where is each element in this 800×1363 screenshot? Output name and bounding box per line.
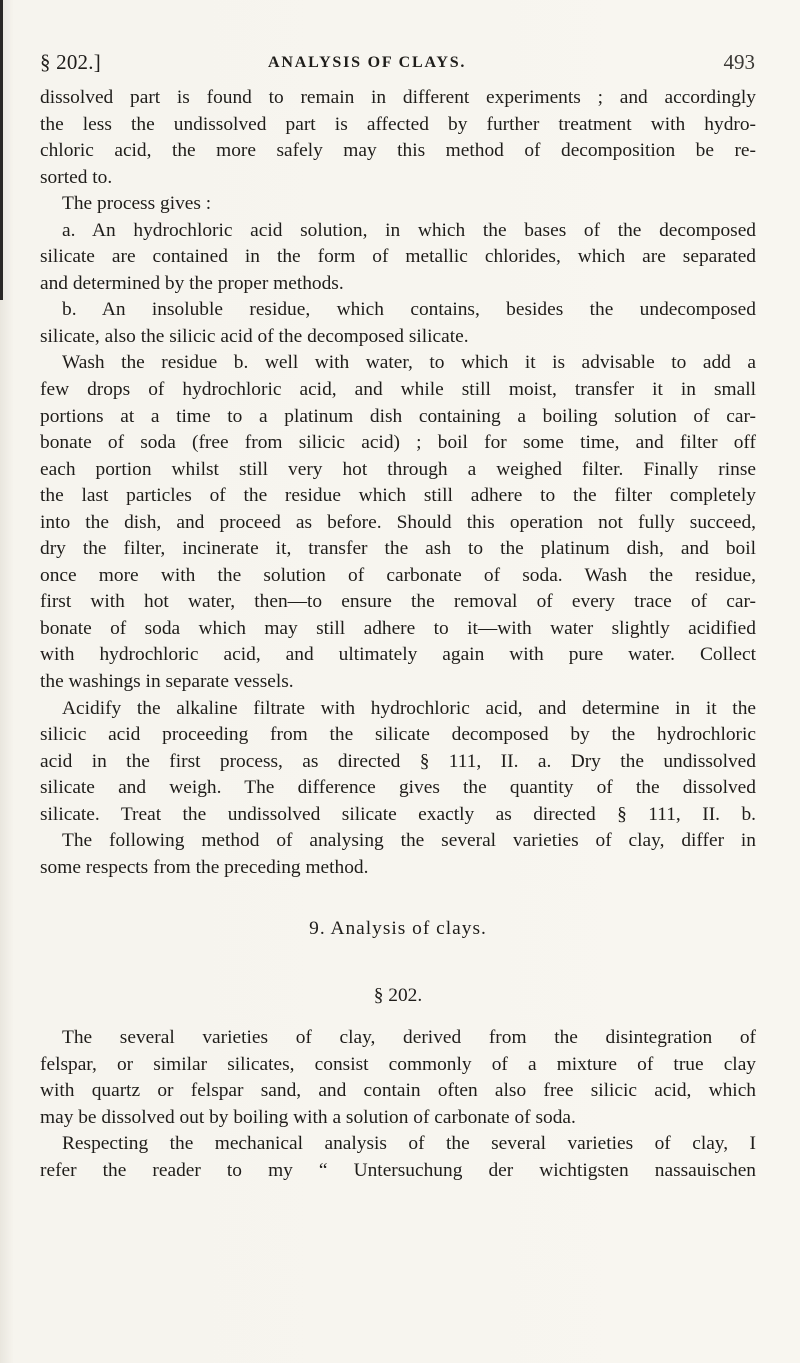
running-head-section: § 202.] xyxy=(40,50,101,74)
text-line: with quartz or felspar sand, and contain often also free silicic acid, which xyxy=(40,1080,756,1102)
text-line: silicate are contained in the form of metallic chlorides, which are separated xyxy=(40,246,756,268)
text-line: felspar, or similar silicates, consist commonly of a mixture of true clay xyxy=(40,1053,756,1075)
text-line: acid in the first process, as directed § 111, II. a. Dry the undissolved xyxy=(40,750,756,772)
text-line: once more with the solution of carbonate of soda. Wash the residue, xyxy=(40,564,756,586)
text-line: silicate, also the silicic acid of the decomposed silicate. xyxy=(40,325,469,347)
text-line: and determined by the proper methods. xyxy=(40,272,344,294)
text-line: first with hot water, then—to ensure the removal of every trace of car- xyxy=(40,591,756,613)
chapter-heading: 9. Analysis of clays. xyxy=(309,918,487,939)
text-line: each portion whilst still very hot through a weighed filter. Finally rinse xyxy=(40,458,756,480)
text-line: silicate. Treat the undissolved silicate exactly as directed § 111, II. b. xyxy=(40,803,756,825)
text-line: bonate of soda (free from silicic acid) ; boil for some time, and filter off xyxy=(40,432,756,454)
text-line: chloric acid, the more safely may this method of decomposition be re- xyxy=(40,140,756,162)
text-line: the last particles of the residue which still adhere to the filter completely xyxy=(40,485,756,507)
text-line: portions at a time to a platinum dish containing a boiling solution of car- xyxy=(40,405,756,427)
page-number: 493 xyxy=(723,50,755,74)
text-line: with hydrochloric acid, and ultimately again with pure water. Collect xyxy=(40,644,756,666)
running-head xyxy=(40,50,755,80)
text-line: silicate and weigh. The difference gives the quantity of the dissolved xyxy=(40,777,756,799)
text-line: refer the reader to my “ Untersuchung der wichtigsten nassauischen xyxy=(40,1159,756,1181)
text-line: few drops of hydrochloric acid, and while still moist, transfer it in small xyxy=(40,379,756,401)
text-line: b. An insoluble residue, which contains, besides the undecomposed xyxy=(62,299,756,321)
text-line: the washings in separate vessels. xyxy=(40,671,294,693)
text-line: some respects from the preceding method. xyxy=(40,856,369,878)
text-line: Acidify the alkaline filtrate with hydrochloric acid, and determine in it the xyxy=(62,697,756,719)
text-line: dissolved part is found to remain in different experiments ; and accordingly xyxy=(40,87,756,108)
text-line: The following method of analysing the several varieties of clay, differ in xyxy=(62,830,756,852)
page-edge-shadow xyxy=(0,0,3,300)
text-line: into the dish, and proceed as before. Should this operation not fully succeed, xyxy=(40,511,756,533)
text-line: The several varieties of clay, derived from the disintegration of xyxy=(62,1027,756,1048)
text-line: may be dissolved out by boiling with a solution of carbonate of soda. xyxy=(40,1106,576,1128)
body-text-continued xyxy=(40,1025,756,1184)
text-line: dry the filter, incinerate it, transfer the ash to the platinum dish, and boil xyxy=(40,538,756,560)
text-line: a. An hydrochloric acid solution, in which the bases of the decomposed xyxy=(62,219,756,241)
text-line: silicic acid proceeding from the silicate decomposed by the hydrochloric xyxy=(40,724,756,746)
text-line: bonate of soda which may still adhere to it—with water slightly acidified xyxy=(40,617,756,639)
text-line: the less the undissolved part is affected by further treatment with hydro- xyxy=(40,113,756,135)
text-line: sorted to. xyxy=(40,166,113,188)
text-line: The process gives : xyxy=(62,193,212,215)
text-line: Wash the residue b. well with water, to which it is advisable to add a xyxy=(62,352,756,374)
section-number: § 202. xyxy=(373,985,423,1006)
running-head-title: ANALYSIS OF CLAYS. xyxy=(268,54,467,71)
text-line: Respecting the mechanical analysis of the several varieties of clay, I xyxy=(62,1133,756,1155)
body-text xyxy=(40,85,756,881)
